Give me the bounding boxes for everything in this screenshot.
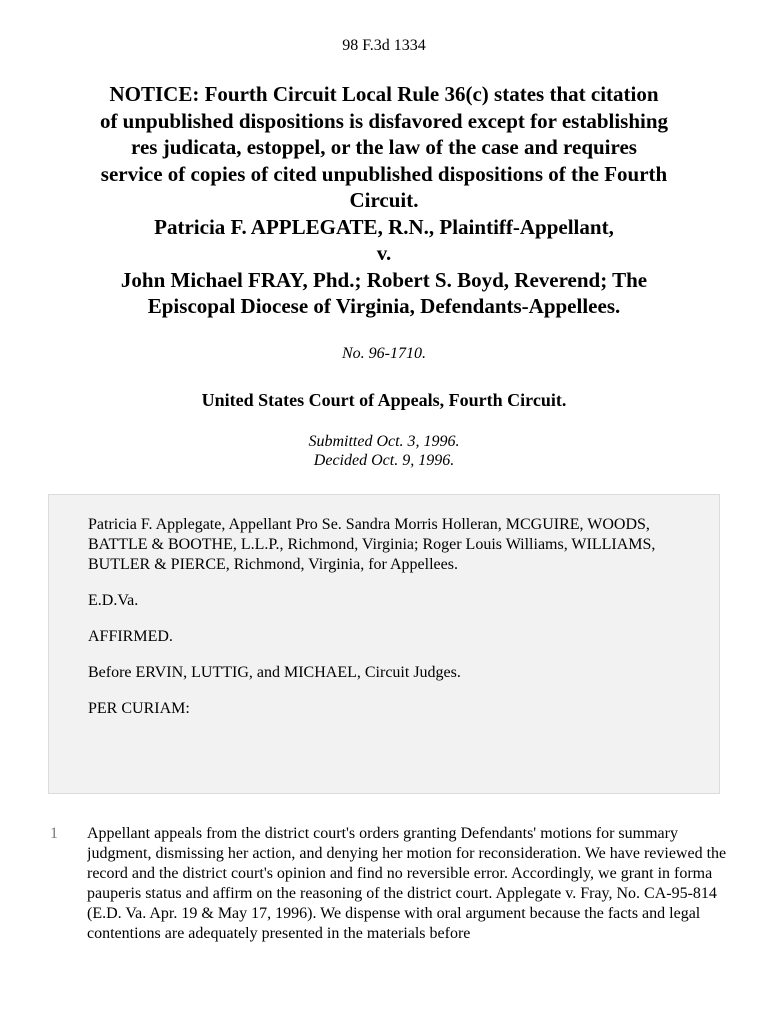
paragraph-number: 1: [50, 825, 58, 842]
counsel-text: Patricia F. Applegate, Appellant Pro Se. Sandra Morris Holleran, MCGUIRE, WOODS, BATTLE & BOOTHE, L.L.P., Richmond, Virginia; Roger Louis Williams, WILLIAMS, BUTLER & PIERCE, Richmond, Virginia, for Appellees.: [88, 516, 656, 573]
heading-line: res judicata, estoppel, or the law of the case and requires: [131, 135, 637, 159]
heading-line: Circuit.: [349, 188, 419, 212]
case-summary-box: [48, 494, 720, 794]
lower-court: E.D.Va.: [88, 592, 139, 609]
decided-date: Decided Oct. 9, 1996.: [313, 452, 455, 469]
heading-line: Patricia F. APPLEGATE, R.N., Plaintiff-Appellant,: [154, 214, 614, 239]
panel-judges: Before ERVIN, LUTTIG, and MICHAEL, Circuit Judges.: [88, 664, 461, 681]
court-name: United States Court of Appeals, Fourth Circuit.: [201, 390, 567, 410]
opinion-author: PER CURIAM:: [88, 700, 190, 717]
heading-line: Episcopal Diocese of Virginia, Defendants-Appellees.: [147, 294, 621, 318]
case-dates: [0, 432, 768, 470]
heading-line: v.: [376, 241, 392, 265]
submitted-date: Submitted Oct. 3, 1996.: [308, 433, 460, 450]
heading-line: service of copies of cited unpublished dispositions of the Fourth: [100, 161, 668, 186]
heading-line: NOTICE: Fourth Circuit Local Rule 36(c) states that citation: [109, 82, 659, 106]
case-heading: [40, 81, 728, 320]
heading-line: John Michael FRAY, Phd.; Robert S. Boyd, Reverend; The: [120, 267, 648, 292]
disposition: AFFIRMED.: [88, 628, 173, 645]
docket-number: No. 96-1710.: [342, 345, 426, 362]
reporter-citation: 98 F.3d 1334: [342, 37, 426, 54]
paragraph-text: Appellant appeals from the district court's orders granting Defendants' motions for summary judgment, dismissing her action, and denying her motion for reconsideration. We have reviewed the record and the district court's opinion and find no reversible error. Accordingly, we grant in forma pauperis status and affirm on the reasoning of the district court. Applegate v. Fray, No. CA-95-814 (E.D. Va. Apr. 19 & May 17, 1996). We dispense with oral argument because the facts and legal contentions are adequately presented in the materials before: [87, 825, 727, 942]
heading-line: of unpublished dispositions is disfavored except for establishing: [99, 108, 669, 133]
